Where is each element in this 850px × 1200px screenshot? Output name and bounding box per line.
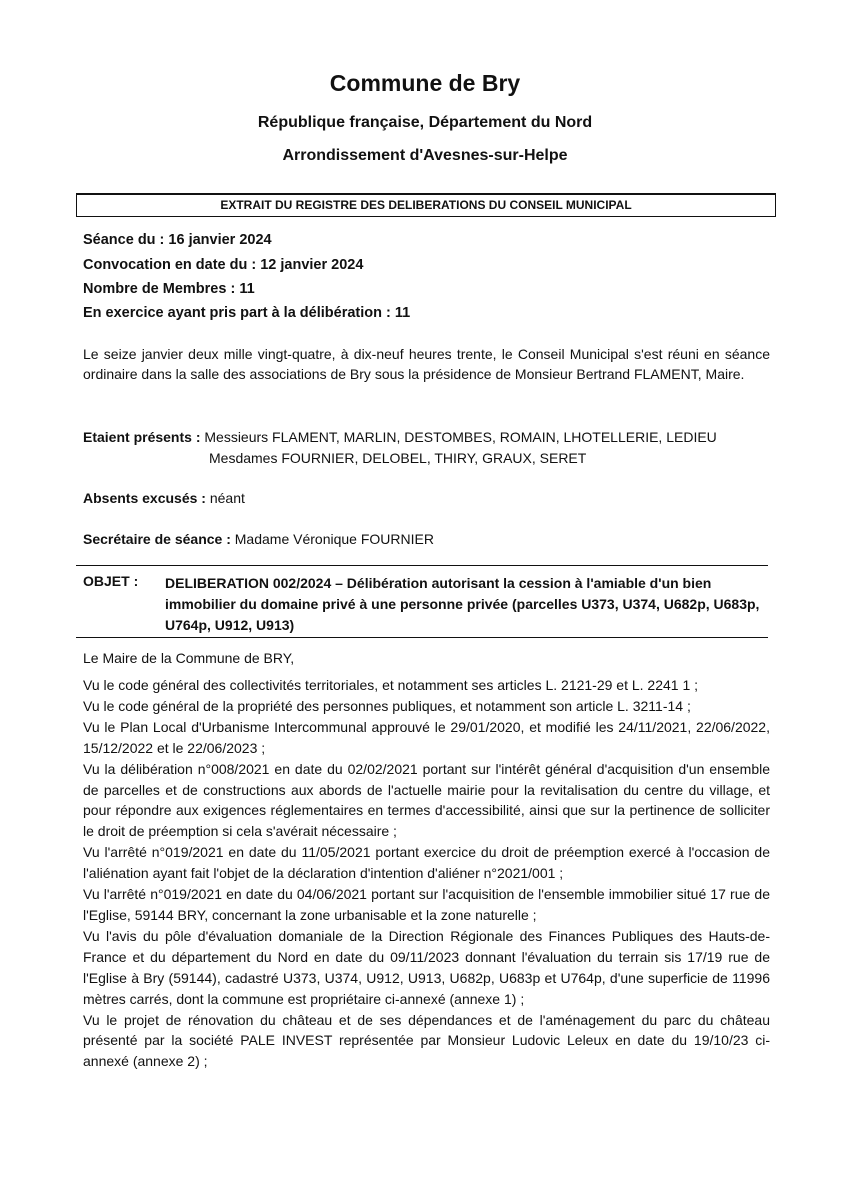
vu-clause: Vu le Plan Local d'Urbanisme Intercommunal approuvé le 29/01/2020, et modifié les 24/11/2021, 22/06/2022, 15/12/2022 et le 22/06/2023 ; [83,718,770,756]
present-label: Etaient présents : [83,429,201,445]
arrondissement-line: Arrondissement d'Avesnes-sur-Helpe [282,147,568,164]
vu-clause: Vu le code général de la propriété des personnes publiques, et notamment son article L. 3211-14 ; [83,697,691,714]
vu-clause: Vu le projet de rénovation du château et de ses dépendances et de l'aménagement du parc du château présenté par la société PALE INVEST représentée par Monsieur Ludovic Leleux en date du 19/10/23 ci-annexé (annexe 2) ; [83,1011,770,1070]
objet-text: DELIBERATION 002/2024 – Délibération autorisant la cession à l'amiable d'un bien immobilier du domaine privé à une personne privée (parcelles U373, U374, U682p, U683p, U764p, U912, U913) [165,575,760,633]
vu-clause: Vu le code général des collectivités territoriales, et notamment ses articles L. 2121-29 et L. 2241 1 ; [83,677,699,693]
commune-title: Commune de Bry [329,70,521,96]
mayor-line: Le Maire de la Commune de BRY, [83,650,295,666]
present-members [83,427,717,448]
seance-date: Séance du : 16 janvier 2024 [83,232,272,248]
objet-label: OBJET : [83,573,139,589]
secretary-label: Secrétaire de séance : [83,531,231,547]
vu-clause: Vu la délibération n°008/2021 en date du 02/02/2021 portant sur l'intérêt général d'acquisition d'un ensemble de parcelles et de constructions aux abords de l'actuelle mairie pour la revitalisation du centre du village, et pour répondre aux exigences réglementaires en termes d'accessibilité, ainsi que sur la pertinence de solliciter le droit de préemption si cela s'avérait nécessaire ; [83,760,770,840]
divider-top [76,565,768,566]
absent-members [83,490,245,506]
considerations-list [83,675,770,1072]
vu-clause: Vu l'arrêté n°019/2021 en date du 11/05/2021 portant exercice du droit de préemption exercé à l'occasion de l'aliénation ayant fait l'objet de la déclaration d'intention d'aliéner n°2021/001 ; [83,844,770,882]
present-messieurs: Messieurs FLAMENT, MARLIN, DESTOMBES, ROMAIN, LHOTELLERIE, LEDIEU [204,429,717,445]
session-secretary [83,531,434,547]
vu-clause: Vu l'arrêté n°019/2021 en date du 04/06/2021 portant sur l'acquisition de l'ensemble immobilier situé 17 rue de l'Eglise, 59144 BRY, concernant la zone urbanisable et la zone naturelle ; [83,886,770,923]
absent-label: Absents excusés : [83,490,206,506]
republic-department-line: République française, Département du Nord [257,114,593,131]
members-count: Nombre de Membres : 11 [83,281,255,297]
vu-clause: Vu l'avis du pôle d'évaluation domaniale de la Direction Régionale des Finances Publiques des Hauts-de-France et du département du Nord en date du 09/11/2023 donnant l'évaluation du terrain sis 17/19 rue de l'Eglise à Bry (59144), cadastré U373, U374, U912, U913, U682p, U683p et U764p, d'une superficie de 11996 mètres carrés, dont la commune est propriétaire ci-annexé (annexe 1) ; [83,927,770,1007]
divider-bottom [76,637,768,638]
present-mesdames: Mesdames FOURNIER, DELOBEL, THIRY, GRAUX, SERET [209,450,587,466]
members-participating: En exercice ayant pris part à la délibération : 11 [83,305,411,321]
secretary-value: Madame Véronique FOURNIER [234,531,434,547]
extract-register-banner: EXTRAIT DU REGISTRE DES DELIBERATIONS DU CONSEIL MUNICIPAL [76,193,776,217]
absent-value: néant [209,490,245,506]
convocation-date: Convocation en date du : 12 janvier 2024 [83,257,364,273]
session-intro-paragraph: Le seize janvier deux mille vingt-quatre, à dix-neuf heures trente, le Conseil Municipal s'est réuni en séance ordinaire dans la salle des associations de Bry sous la présidence de Monsieur Bertrand FLAMENT, Maire. [83,346,770,382]
